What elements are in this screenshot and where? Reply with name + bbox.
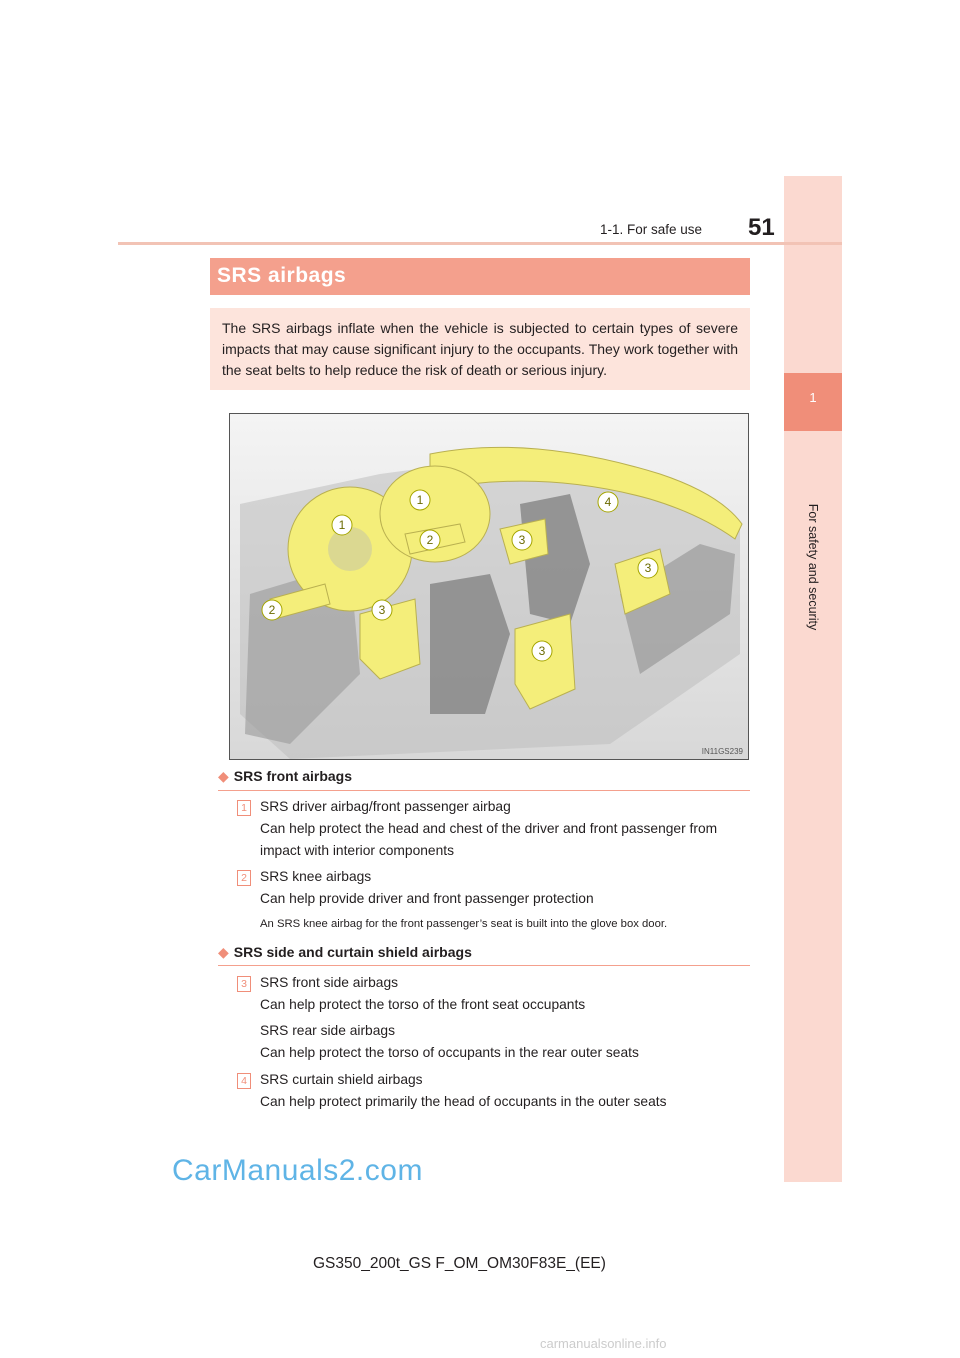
- callout-2-passenger: [420, 530, 440, 550]
- item-curtain-airbag: [260, 1069, 750, 1113]
- item-title: SRS rear side airbags: [260, 1023, 395, 1038]
- header-rule: [118, 242, 842, 245]
- callout-3-rear-left: [532, 641, 552, 661]
- subheading-rule: [218, 790, 750, 791]
- callout-1-passenger: [410, 490, 430, 510]
- diamond-bullet-icon: ◆: [218, 768, 229, 784]
- item-badge: 4: [237, 1073, 251, 1089]
- svg-text:1: 1: [338, 518, 346, 532]
- intro-box: [210, 308, 750, 390]
- chapter-title-wrap: [784, 440, 842, 680]
- item-badge: 3: [237, 976, 251, 992]
- site-watermark[interactable]: carmanualsonline.info: [540, 1336, 667, 1351]
- steering-wheel: [328, 527, 372, 571]
- item-title: SRS driver airbag/front passenger airbag: [260, 799, 511, 814]
- svg-text:3: 3: [644, 561, 652, 575]
- section-label: 1-1. For safe use: [600, 222, 703, 237]
- svg-text:1: 1: [416, 493, 424, 507]
- chapter-title: For safety and security: [806, 503, 820, 631]
- subheading-front-airbags: ◆ SRS front airbags: [218, 768, 353, 784]
- subheading-rule: [218, 965, 750, 966]
- item-badge: 1: [237, 800, 251, 816]
- svg-text:4: 4: [604, 495, 612, 509]
- svg-text:3: 3: [538, 644, 546, 658]
- callout-3-rear-right: [638, 558, 658, 578]
- page-title: SRS airbags: [217, 264, 347, 287]
- callout-3-passenger: [512, 530, 532, 550]
- item-desc: Can help protect primarily the head of occupants in the outer seats: [260, 1094, 667, 1109]
- callout-4-curtain: [598, 492, 618, 512]
- callout-2-driver: [262, 600, 282, 620]
- subheading-side-curtain-airbags: ◆ SRS side and curtain shield airbags: [218, 944, 472, 960]
- airbag-diagram: [230, 414, 748, 759]
- item-knee-airbag: [260, 866, 750, 910]
- item-title: SRS curtain shield airbags: [260, 1072, 423, 1087]
- item-rear-side-airbag: [260, 1020, 750, 1064]
- svg-text:2: 2: [268, 603, 276, 617]
- diamond-bullet-icon: ◆: [218, 944, 229, 960]
- svg-text:2: 2: [426, 533, 434, 547]
- item-desc: Can help protect the torso of the front seat occupants: [260, 997, 586, 1012]
- item-title: SRS front side airbags: [260, 975, 399, 990]
- svg-text:3: 3: [378, 603, 386, 617]
- svg-text:3: 3: [518, 533, 526, 547]
- footer-code: GS350_200t_GS F_OM_OM30F83E_(EE): [313, 1255, 606, 1272]
- item-desc: Can help provide driver and front passenger protection: [260, 891, 594, 906]
- callout-3-driver: [372, 600, 392, 620]
- intro-text: The SRS airbags inflate when the vehicle is subjected to certain types of severe impacts that may cause significant injury to the occupants. They work together with the seat belts to help reduce the risk of death or serious injury.: [222, 320, 738, 378]
- chapter-number: 1: [809, 390, 817, 405]
- watermark-logo[interactable]: CarManuals2.com: [172, 1154, 423, 1187]
- item-desc: Can help protect the head and chest of the driver and front passenger from impact with interior components: [260, 821, 718, 858]
- item-title: SRS knee airbags: [260, 869, 372, 884]
- item-badge: 2: [237, 870, 251, 886]
- page-number: 51: [748, 214, 775, 241]
- airbag-illustration: [229, 413, 749, 760]
- item-front-side-airbag: [260, 972, 750, 1016]
- section-banner: [210, 258, 750, 295]
- figure-code: IN11GS239: [701, 747, 743, 756]
- item-front-airbag: [260, 796, 750, 862]
- callout-1-driver: [332, 515, 352, 535]
- knee-airbag-note: An SRS knee airbag for the front passenger’s seat is built into the glove box door.: [260, 918, 668, 930]
- item-desc: Can help protect the torso of occupants in the rear outer seats: [260, 1045, 639, 1060]
